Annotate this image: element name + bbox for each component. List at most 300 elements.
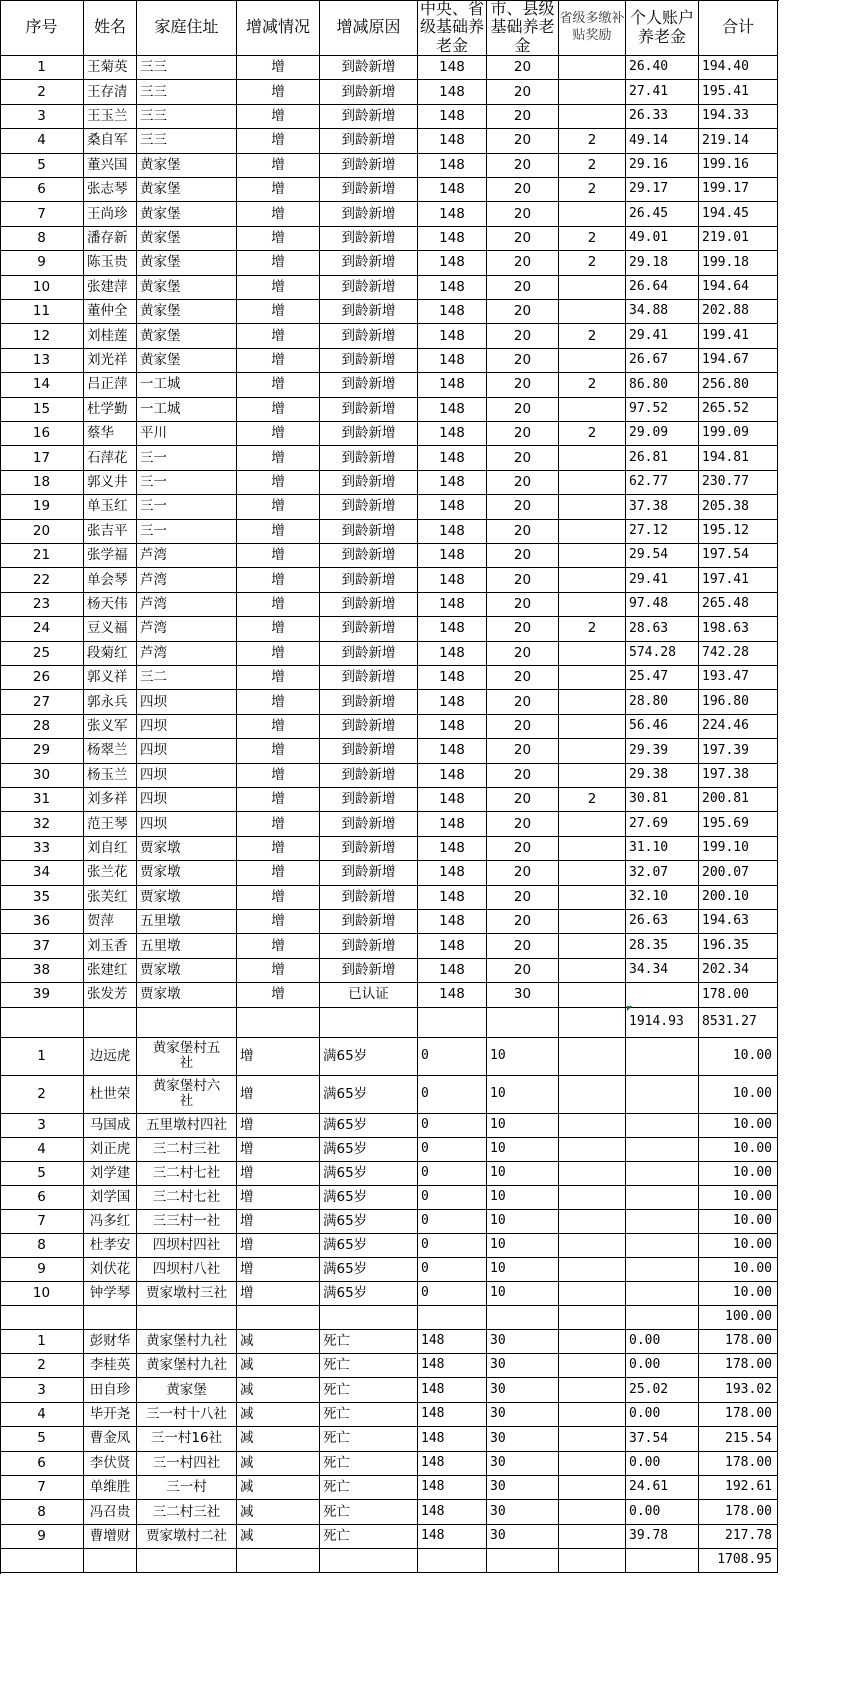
row-bonus-cell — [559, 1234, 626, 1258]
row-total-cell: 10.00 — [699, 1038, 778, 1076]
row-index-cell: 7 — [0, 1476, 84, 1500]
row-personal-account-cell: 0.00 — [626, 1330, 699, 1354]
row-personal-account-cell — [626, 1282, 699, 1306]
row-local-pension-cell: 30 — [487, 1427, 559, 1451]
row-address-cell: 黄家堡村五 社 — [137, 1038, 237, 1076]
row-reason-cell: 死亡 — [320, 1330, 418, 1354]
row-index-cell: 35 — [0, 886, 84, 910]
row-local-pension-cell: 20 — [487, 886, 559, 910]
row-local-pension-cell: 20 — [487, 666, 559, 690]
row-reason-cell: 满65岁 — [320, 1114, 418, 1138]
row-index-cell: 36 — [0, 910, 84, 934]
row-index-cell: 5 — [0, 1162, 84, 1186]
row-local-pension-cell: 30 — [487, 1378, 559, 1402]
row-total-cell: 194.40 — [699, 56, 778, 80]
row-local-pension-cell: 20 — [487, 373, 559, 397]
row-name-cell: 贺萍 — [84, 910, 137, 934]
row-personal-account-cell: 29.54 — [626, 544, 699, 568]
row-total-cell: 178.00 — [699, 983, 778, 1007]
row-name-cell: 张志琴 — [84, 178, 137, 202]
row-address-cell: 三三村一社 — [137, 1210, 237, 1234]
row-address-cell: 黄家堡 — [137, 1378, 237, 1402]
row-index-cell: 2 — [0, 1076, 84, 1114]
row-local-pension-cell: 20 — [487, 202, 559, 226]
row-total-cell: 256.80 — [699, 373, 778, 397]
row-local-pension-cell: 20 — [487, 593, 559, 617]
row-personal-account-cell: 29.16 — [626, 154, 699, 178]
row-name-cell: 段菊红 — [84, 642, 137, 666]
row-name-cell: 李桂英 — [84, 1354, 137, 1378]
row-change-cell: 增 — [237, 1162, 320, 1186]
row-local-pension-cell: 10 — [487, 1258, 559, 1282]
row-index-cell: 4 — [0, 1138, 84, 1162]
row-change-cell: 增 — [237, 739, 320, 763]
row-address-cell: 三一村 — [137, 1476, 237, 1500]
row-address-cell: 三三 — [137, 56, 237, 80]
row-local-pension-cell: 20 — [487, 812, 559, 836]
row-personal-account-cell: 56.46 — [626, 715, 699, 739]
row-address-cell: 一工城 — [137, 398, 237, 422]
row-central-pension-cell: 148 — [418, 520, 487, 544]
row-address-cell: 三一 — [137, 495, 237, 519]
row-local-pension-cell: 20 — [487, 715, 559, 739]
row-name-cell: 范王琴 — [84, 812, 137, 836]
row-name-cell: 潘存新 — [84, 227, 137, 251]
row-personal-account-cell: 37.54 — [626, 1427, 699, 1451]
row-local-pension-cell: 20 — [487, 959, 559, 983]
row-reason-cell: 到龄新增 — [320, 324, 418, 348]
row-central-pension-cell: 148 — [418, 1427, 487, 1451]
row-index-cell: 4 — [0, 129, 84, 153]
row-bonus-cell — [559, 544, 626, 568]
row-reason-cell: 死亡 — [320, 1427, 418, 1451]
row-bonus-cell: 2 — [559, 227, 626, 251]
row-name-cell: 董仲全 — [84, 300, 137, 324]
row-personal-account-cell — [626, 983, 699, 1007]
row-address-cell: 黄家堡 — [137, 324, 237, 348]
row-name-cell: 郭义井 — [84, 471, 137, 495]
row-central-pension-cell: 148 — [418, 495, 487, 519]
row-central-pension-cell: 0 — [418, 1114, 487, 1138]
row-personal-account-cell: 28.80 — [626, 690, 699, 714]
row-index-cell: 6 — [0, 178, 84, 202]
subtotal-empty-cell — [626, 1549, 699, 1573]
row-change-cell: 减 — [237, 1330, 320, 1354]
row-name-cell: 张芙红 — [84, 886, 137, 910]
row-index-cell: 8 — [0, 227, 84, 251]
row-personal-account-cell: 34.88 — [626, 300, 699, 324]
row-total-cell: 194.45 — [699, 202, 778, 226]
row-central-pension-cell: 0 — [418, 1258, 487, 1282]
row-bonus-cell — [559, 666, 626, 690]
row-address-cell: 贾家墩 — [137, 886, 237, 910]
row-change-cell: 增 — [237, 593, 320, 617]
row-change-cell: 增 — [237, 715, 320, 739]
row-total-cell: 200.81 — [699, 788, 778, 812]
row-central-pension-cell: 148 — [418, 1403, 487, 1427]
row-reason-cell: 到龄新增 — [320, 544, 418, 568]
row-personal-account-cell: 62.77 — [626, 471, 699, 495]
row-index-cell: 6 — [0, 1186, 84, 1210]
row-central-pension-cell: 148 — [418, 544, 487, 568]
row-address-cell: 四坝 — [137, 715, 237, 739]
row-address-cell: 黄家堡 — [137, 154, 237, 178]
row-local-pension-cell: 20 — [487, 739, 559, 763]
row-reason-cell: 死亡 — [320, 1354, 418, 1378]
row-address-cell: 四坝村八社 — [137, 1258, 237, 1282]
row-total-cell: 10.00 — [699, 1186, 778, 1210]
row-address-cell: 四坝 — [137, 690, 237, 714]
row-name-cell: 单会琴 — [84, 568, 137, 592]
row-reason-cell: 到龄新增 — [320, 934, 418, 958]
row-change-cell: 减 — [237, 1378, 320, 1402]
row-central-pension-cell: 0 — [418, 1162, 487, 1186]
row-change-cell: 增 — [237, 495, 320, 519]
row-change-cell: 增 — [237, 617, 320, 641]
row-reason-cell: 到龄新增 — [320, 56, 418, 80]
row-change-cell: 增 — [237, 1186, 320, 1210]
row-change-cell: 增 — [237, 227, 320, 251]
row-change-cell: 增 — [237, 80, 320, 104]
row-address-cell: 黄家堡村九社 — [137, 1354, 237, 1378]
row-total-cell: 200.10 — [699, 886, 778, 910]
row-change-cell: 增 — [237, 983, 320, 1007]
row-address-cell: 四坝村四社 — [137, 1234, 237, 1258]
row-change-cell: 增 — [237, 1038, 320, 1076]
row-reason-cell: 到龄新增 — [320, 666, 418, 690]
row-name-cell: 杜世荣 — [84, 1076, 137, 1114]
row-total-cell: 205.38 — [699, 495, 778, 519]
row-address-cell: 五里墩 — [137, 934, 237, 958]
subtotal-empty-cell — [626, 1306, 699, 1330]
row-reason-cell: 满65岁 — [320, 1282, 418, 1306]
row-reason-cell: 到龄新增 — [320, 446, 418, 470]
row-local-pension-cell: 20 — [487, 837, 559, 861]
row-total-cell: 10.00 — [699, 1138, 778, 1162]
row-total-cell: 202.34 — [699, 959, 778, 983]
row-index-cell: 34 — [0, 861, 84, 885]
row-name-cell: 马国成 — [84, 1114, 137, 1138]
subtotal-empty-cell — [559, 1549, 626, 1573]
row-change-cell: 增 — [237, 1210, 320, 1234]
row-personal-account-cell: 32.10 — [626, 886, 699, 910]
row-total-cell: 199.18 — [699, 251, 778, 275]
row-total-cell: 194.63 — [699, 910, 778, 934]
row-personal-account-cell — [626, 1210, 699, 1234]
row-reason-cell: 到龄新增 — [320, 910, 418, 934]
row-bonus-cell — [559, 861, 626, 885]
subtotal-empty-cell — [418, 1306, 487, 1330]
row-name-cell: 曹增财 — [84, 1525, 137, 1549]
row-change-cell: 增 — [237, 861, 320, 885]
row-address-cell: 三一 — [137, 471, 237, 495]
row-central-pension-cell: 148 — [418, 373, 487, 397]
row-index-cell: 9 — [0, 1258, 84, 1282]
row-total-cell: 178.00 — [699, 1354, 778, 1378]
row-change-cell: 增 — [237, 471, 320, 495]
row-name-cell: 王存清 — [84, 80, 137, 104]
row-personal-account-cell — [626, 1114, 699, 1138]
row-bonus-cell — [559, 80, 626, 104]
row-name-cell: 张学福 — [84, 544, 137, 568]
row-address-cell: 三一 — [137, 520, 237, 544]
row-name-cell: 彭财华 — [84, 1330, 137, 1354]
row-name-cell: 陈玉贵 — [84, 251, 137, 275]
row-reason-cell: 满65岁 — [320, 1138, 418, 1162]
row-personal-account-cell — [626, 1258, 699, 1282]
row-index-cell: 7 — [0, 202, 84, 226]
row-total-cell: 202.88 — [699, 300, 778, 324]
row-bonus-cell — [559, 739, 626, 763]
row-local-pension-cell: 20 — [487, 398, 559, 422]
row-total-cell: 194.64 — [699, 276, 778, 300]
row-bonus-cell: 2 — [559, 178, 626, 202]
subtotal-empty-cell — [320, 1306, 418, 1330]
row-address-cell: 三一村十八社 — [137, 1403, 237, 1427]
row-address-cell: 三二村七社 — [137, 1186, 237, 1210]
row-address-cell: 芦湾 — [137, 617, 237, 641]
row-index-cell: 1 — [0, 1038, 84, 1076]
row-central-pension-cell: 148 — [418, 812, 487, 836]
row-address-cell: 黄家堡 — [137, 300, 237, 324]
row-total-cell: 197.54 — [699, 544, 778, 568]
row-name-cell: 刘学国 — [84, 1186, 137, 1210]
row-personal-account-cell: 0.00 — [626, 1500, 699, 1524]
row-name-cell: 吕正萍 — [84, 373, 137, 397]
row-reason-cell: 满65岁 — [320, 1186, 418, 1210]
row-central-pension-cell: 148 — [418, 959, 487, 983]
row-index-cell: 18 — [0, 471, 84, 495]
row-personal-account-cell: 27.41 — [626, 80, 699, 104]
row-total-cell: 10.00 — [699, 1076, 778, 1114]
row-personal-account-cell: 0.00 — [626, 1403, 699, 1427]
row-local-pension-cell: 10 — [487, 1234, 559, 1258]
row-local-pension-cell: 20 — [487, 642, 559, 666]
row-central-pension-cell: 148 — [418, 593, 487, 617]
row-change-cell: 增 — [237, 788, 320, 812]
row-reason-cell: 到龄新增 — [320, 861, 418, 885]
row-change-cell: 增 — [237, 349, 320, 373]
row-bonus-cell — [559, 1476, 626, 1500]
subtotal-total: 100.00 — [699, 1306, 778, 1330]
row-bonus-cell — [559, 56, 626, 80]
row-personal-account-cell: 28.35 — [626, 934, 699, 958]
row-reason-cell: 满65岁 — [320, 1076, 418, 1114]
row-name-cell: 杜学勤 — [84, 398, 137, 422]
row-name-cell: 田自珍 — [84, 1378, 137, 1402]
subtotal-empty-cell — [487, 1306, 559, 1330]
row-name-cell: 刘光祥 — [84, 349, 137, 373]
row-central-pension-cell: 148 — [418, 910, 487, 934]
row-total-cell: 194.33 — [699, 105, 778, 129]
row-address-cell: 三一 — [137, 446, 237, 470]
row-change-cell: 减 — [237, 1525, 320, 1549]
row-central-pension-cell: 148 — [418, 1378, 487, 1402]
row-reason-cell: 死亡 — [320, 1403, 418, 1427]
row-bonus-cell — [559, 398, 626, 422]
row-change-cell: 增 — [237, 544, 320, 568]
row-address-cell: 四坝 — [137, 788, 237, 812]
row-reason-cell: 满65岁 — [320, 1038, 418, 1076]
row-total-cell: 193.02 — [699, 1378, 778, 1402]
row-reason-cell: 死亡 — [320, 1378, 418, 1402]
row-reason-cell: 到龄新增 — [320, 715, 418, 739]
row-bonus-cell — [559, 1138, 626, 1162]
row-index-cell: 9 — [0, 251, 84, 275]
row-local-pension-cell: 30 — [487, 1330, 559, 1354]
row-personal-account-cell: 26.45 — [626, 202, 699, 226]
row-central-pension-cell: 148 — [418, 1452, 487, 1476]
subtotal-total: 8531.27 — [699, 1008, 778, 1038]
row-bonus-cell: 2 — [559, 129, 626, 153]
row-local-pension-cell: 20 — [487, 934, 559, 958]
row-reason-cell: 到龄新增 — [320, 886, 418, 910]
row-central-pension-cell: 148 — [418, 178, 487, 202]
row-change-cell: 增 — [237, 178, 320, 202]
row-local-pension-cell: 20 — [487, 276, 559, 300]
row-name-cell: 张兰花 — [84, 861, 137, 885]
row-local-pension-cell: 20 — [487, 56, 559, 80]
row-central-pension-cell: 148 — [418, 300, 487, 324]
row-change-cell: 减 — [237, 1452, 320, 1476]
row-name-cell: 郭永兵 — [84, 690, 137, 714]
row-bonus-cell: 2 — [559, 324, 626, 348]
row-change-cell: 增 — [237, 398, 320, 422]
row-name-cell: 冯召贵 — [84, 1500, 137, 1524]
row-personal-account-cell: 26.64 — [626, 276, 699, 300]
row-reason-cell: 死亡 — [320, 1500, 418, 1524]
row-address-cell: 三二村三社 — [137, 1138, 237, 1162]
row-index-cell: 7 — [0, 1210, 84, 1234]
row-index-cell: 22 — [0, 568, 84, 592]
row-local-pension-cell: 20 — [487, 568, 559, 592]
row-personal-account-cell: 27.69 — [626, 812, 699, 836]
row-local-pension-cell: 30 — [487, 1500, 559, 1524]
row-change-cell: 增 — [237, 1282, 320, 1306]
row-reason-cell: 到龄新增 — [320, 80, 418, 104]
row-central-pension-cell: 148 — [418, 568, 487, 592]
row-bonus-cell — [559, 1378, 626, 1402]
row-name-cell: 王菊英 — [84, 56, 137, 80]
row-personal-account-cell: 27.12 — [626, 520, 699, 544]
row-central-pension-cell: 148 — [418, 983, 487, 1007]
row-reason-cell: 满65岁 — [320, 1162, 418, 1186]
row-address-cell: 黄家堡村九社 — [137, 1330, 237, 1354]
row-address-cell: 贾家墩 — [137, 837, 237, 861]
row-central-pension-cell: 148 — [418, 154, 487, 178]
row-reason-cell: 到龄新增 — [320, 739, 418, 763]
row-reason-cell: 到龄新增 — [320, 349, 418, 373]
row-central-pension-cell: 148 — [418, 276, 487, 300]
row-bonus-cell — [559, 1186, 626, 1210]
row-total-cell: 265.48 — [699, 593, 778, 617]
row-total-cell: 197.38 — [699, 764, 778, 788]
row-bonus-cell: 2 — [559, 617, 626, 641]
row-address-cell: 一工城 — [137, 373, 237, 397]
row-address-cell: 黄家堡 — [137, 349, 237, 373]
row-total-cell: 200.07 — [699, 861, 778, 885]
row-name-cell: 刘玉香 — [84, 934, 137, 958]
subtotal-empty-cell — [487, 1008, 559, 1038]
row-name-cell: 刘桂莲 — [84, 324, 137, 348]
row-bonus-cell — [559, 446, 626, 470]
row-reason-cell: 到龄新增 — [320, 471, 418, 495]
subtotal-empty-cell — [84, 1549, 137, 1573]
row-change-cell: 增 — [237, 300, 320, 324]
row-central-pension-cell: 148 — [418, 715, 487, 739]
row-personal-account-cell: 25.47 — [626, 666, 699, 690]
row-local-pension-cell: 30 — [487, 1452, 559, 1476]
row-total-cell: 192.61 — [699, 1476, 778, 1500]
row-personal-account-cell: 30.81 — [626, 788, 699, 812]
row-index-cell: 24 — [0, 617, 84, 641]
row-address-cell: 平川 — [137, 422, 237, 446]
row-local-pension-cell: 10 — [487, 1186, 559, 1210]
row-local-pension-cell: 20 — [487, 129, 559, 153]
row-index-cell: 32 — [0, 812, 84, 836]
row-central-pension-cell: 148 — [418, 56, 487, 80]
row-index-cell: 25 — [0, 642, 84, 666]
row-total-cell: 217.78 — [699, 1525, 778, 1549]
row-name-cell: 刘伏花 — [84, 1258, 137, 1282]
row-personal-account-cell: 0.00 — [626, 1452, 699, 1476]
row-total-cell: 219.01 — [699, 227, 778, 251]
row-bonus-cell — [559, 886, 626, 910]
subtotal-empty-cell — [237, 1549, 320, 1573]
row-total-cell: 195.69 — [699, 812, 778, 836]
row-local-pension-cell: 20 — [487, 422, 559, 446]
row-reason-cell: 到龄新增 — [320, 105, 418, 129]
row-total-cell: 196.35 — [699, 934, 778, 958]
row-reason-cell: 到龄新增 — [320, 812, 418, 836]
row-central-pension-cell: 148 — [418, 788, 487, 812]
row-bonus-cell — [559, 910, 626, 934]
row-bonus-cell — [559, 812, 626, 836]
row-central-pension-cell: 148 — [418, 1476, 487, 1500]
row-name-cell: 杜孝安 — [84, 1234, 137, 1258]
row-name-cell: 杨天伟 — [84, 593, 137, 617]
row-name-cell: 单玉红 — [84, 495, 137, 519]
row-address-cell: 三三 — [137, 129, 237, 153]
header-personal-account: 个人账户养老金 — [626, 0, 699, 56]
row-change-cell: 减 — [237, 1500, 320, 1524]
row-central-pension-cell: 148 — [418, 1500, 487, 1524]
row-index-cell: 9 — [0, 1525, 84, 1549]
row-bonus-cell — [559, 1282, 626, 1306]
row-central-pension-cell: 148 — [418, 398, 487, 422]
row-central-pension-cell: 0 — [418, 1186, 487, 1210]
row-local-pension-cell: 10 — [487, 1138, 559, 1162]
row-local-pension-cell: 20 — [487, 349, 559, 373]
row-reason-cell: 到龄新增 — [320, 422, 418, 446]
row-address-cell: 四坝 — [137, 812, 237, 836]
row-index-cell: 2 — [0, 1354, 84, 1378]
row-change-cell: 增 — [237, 959, 320, 983]
row-index-cell: 8 — [0, 1234, 84, 1258]
row-address-cell: 黄家堡 — [137, 276, 237, 300]
row-personal-account-cell: 26.63 — [626, 910, 699, 934]
row-personal-account-cell: 49.14 — [626, 129, 699, 153]
row-bonus-cell — [559, 1525, 626, 1549]
row-reason-cell: 到龄新增 — [320, 764, 418, 788]
row-total-cell: 10.00 — [699, 1258, 778, 1282]
row-personal-account-cell: 29.18 — [626, 251, 699, 275]
row-personal-account-cell: 26.67 — [626, 349, 699, 373]
row-reason-cell: 到龄新增 — [320, 495, 418, 519]
subtotal-empty-cell — [559, 1008, 626, 1038]
row-index-cell: 5 — [0, 154, 84, 178]
row-personal-account-cell — [626, 1076, 699, 1114]
